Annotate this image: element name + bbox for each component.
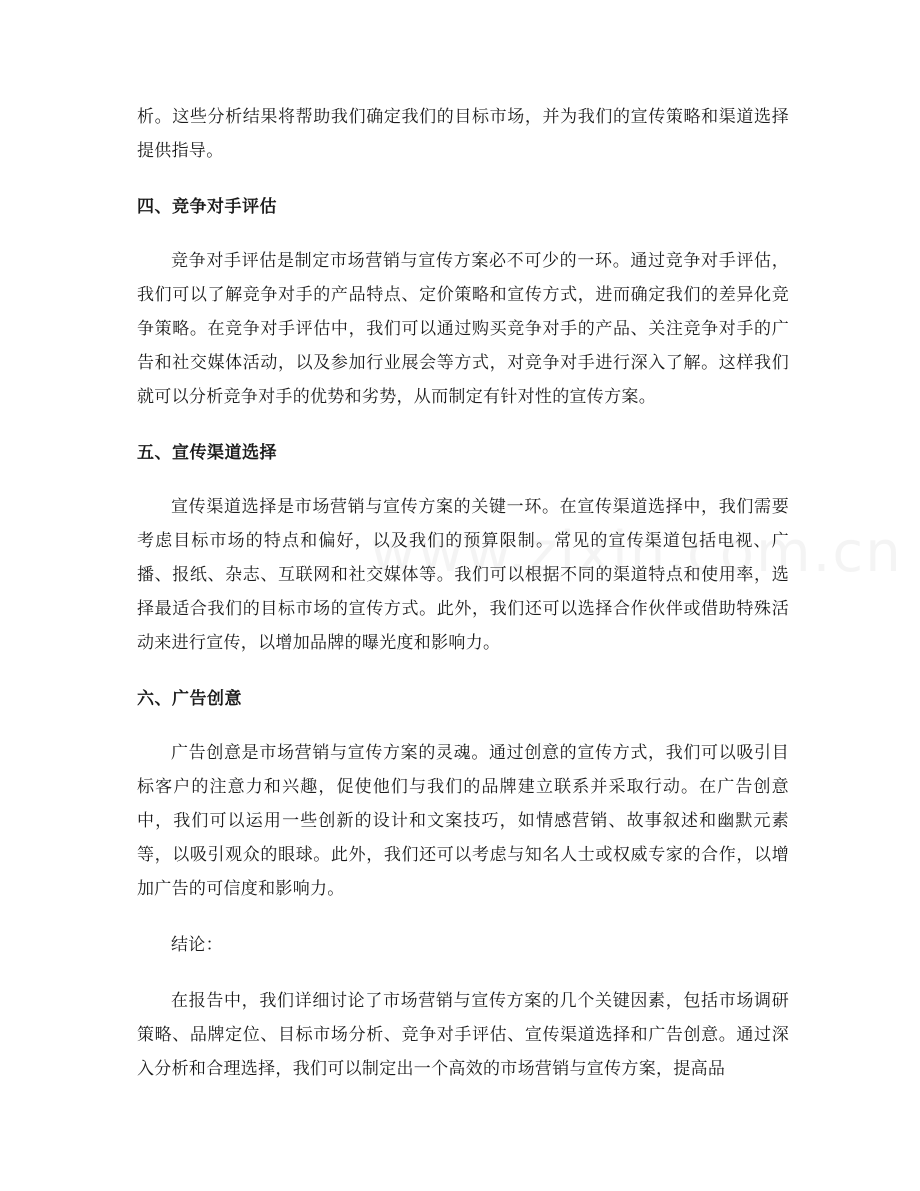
document-body — [137, 100, 789, 1086]
paragraph-continued: 析。这些分析结果将帮助我们确定我们的目标市场，并为我们的宣传策略和渠道选择提供指导。 — [137, 107, 789, 161]
paragraph-competitor-evaluation: 竞争对手评估是制定市场营销与宣传方案必不可少的一环。通过竞争对手评估，我们可以了解竞争对手的产品特点、定价策略和宣传方式，进而确定我们的差异化竞争策略。在竞争对手评估中，我们可以通过购买竞争对手的产品、关注竞争对手的广告和社交媒体活动，以及参加行业展会等方式，对竞争对手进行深入了解。这样我们就可以分析竞争对手的优势和劣势，从而制定有针对性的宣传方案。 — [137, 251, 789, 407]
paragraph-conclusion: 在报告中，我们详细讨论了市场营销与宣传方案的几个关键因素，包括市场调研策略、品牌定位、目标市场分析、竞争对手评估、宣传渠道选择和广告创意。通过深入分析和合理选择，我们可以制定出一个高效的市场营销与宣传方案，提高品 — [137, 991, 789, 1079]
paragraph-channel-selection: 宣传渠道选择是市场营销与宣传方案的关键一环。在宣传渠道选择中，我们需要考虑目标市场的特点和偏好，以及我们的预算限制。常见的宣传渠道包括电视、广播、报纸、杂志、互联网和社交媒体等。我们可以根据不同的渠道特点和使用率，选择最适合我们的目标市场的宣传方式。此外，我们还可以选择合作伙伴或借助特殊活动来进行宣传，以增加品牌的曝光度和影响力。 — [137, 497, 789, 653]
heading-ad-creative: 六、广告创意 — [137, 689, 242, 709]
heading-competitor-evaluation: 四、竞争对手评估 — [137, 197, 277, 217]
paragraph-ad-creative: 广告创意是市场营销与宣传方案的灵魂。通过创意的宣传方式，我们可以吸引目标客户的注意力和兴趣，促使他们与我们的品牌建立联系并采取行动。在广告创意中，我们可以运用一些创新的设计和文案技巧，如情感营销、故事叙述和幽默元素等，以吸引观众的眼球。此外，我们还可以考虑与知名人士或权威专家的合作，以增加广告的可信度和影响力。 — [137, 743, 789, 899]
heading-channel-selection: 五、宣传渠道选择 — [137, 443, 277, 463]
conclusion-label: 结论： — [171, 935, 223, 955]
